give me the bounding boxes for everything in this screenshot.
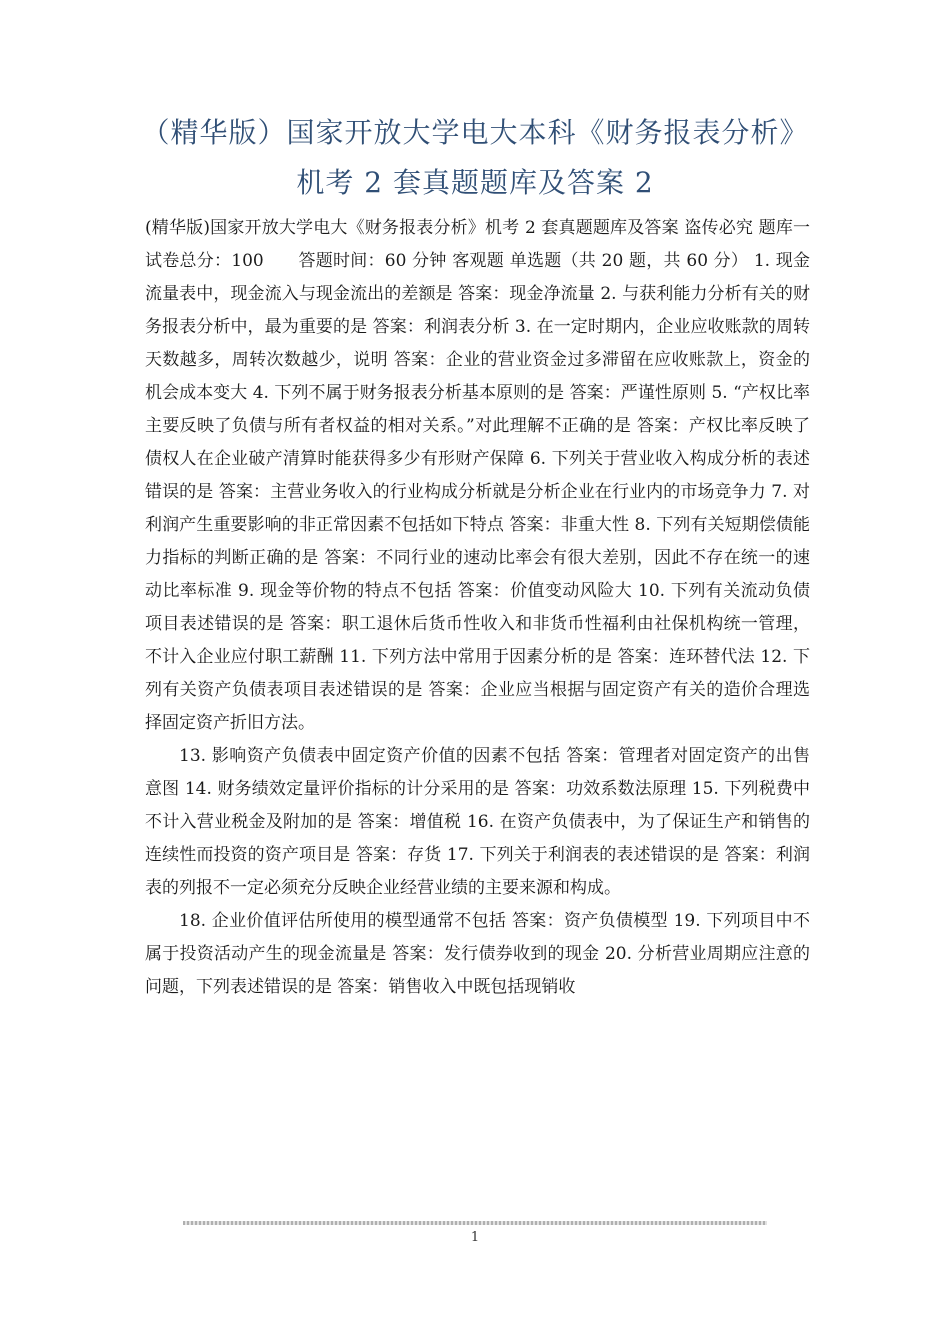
footer-divider [183, 1221, 767, 1225]
body-paragraph-3: 18. 企业价值评估所使用的模型通常不包括 答案：资产负债模型 19. 下列项目中不属于投资活动产生的现金流量是 答案：发行债券收到的现金 20. 分析营业周期应注意的问题，下列表述错误的是 答案：销售收入中既包括现销收 [145, 911, 810, 997]
document-title-line-2: 机考 2 套真题题库及答案 2 [296, 166, 654, 199]
page-number: 1 [470, 1230, 480, 1245]
body-paragraph-2: 13. 影响资产负债表中固定资产价值的因素不包括 答案：管理者对固定资产的出售意图 14. 财务绩效定量评价指标的计分采用的是 答案：功效系数法原理 15. 下列税费中不计入营业税金及附加的是 答案：增值税 16. 在资产负债表中，为了保证生产和销售的连续性而投资的资产项目是 答案：存货 17. 下列关于利润表的表述错误的是 答案：利润表的列报不一定必须充分反映企业经营业绩的主要来源和构成。 [145, 746, 810, 898]
body-paragraph-1: (精华版)国家开放大学电大《财务报表分析》机考 2 套真题题库及答案 盗传必究 题库一 试卷总分：100 答题时间：60 分钟 客观题 单选题（共 20 题，共 60 分） 1. 现金流量表中，现金流入与现金流出的差额是 答案：现金净流量 2. 与获利能力分析有关的财务报表分析中，最为重要的是 答案：利润表分析 3. 在一定时期内，企业应收账款的周转天数越多，周转次数越少，说明 答案：企业的营业资金过多滞留在应收账款上，资金的机会成本变大 4. 下列不属于财务报表分析基本原则的是 答案：严谨性原则 5. “产权比率主要反映了负债与所有者权益的相对关系。”对此理解不正确的是 答案：产权比率反映了债权人在企业破产清算时能获得多少有形财产保障 6. 下列关于营业收入构成分析的表述错误的是 答案：主营业务收入的行业构成分析就是分析企业在行业内的市场竞争力 7. 对利润产生重要影响的非正常因素不包括如下特点 答案：非重大性 8. 下列有关短期偿债能力指标的判断正确的是 答案：不同行业的速动比率会有很大差别，因此不存在统一的速动比率标准 9. 现金等价物的特点不包括 答案：价值变动风险大 10. 下列有关流动负债项目表述错误的是 答案：职工退休后货币性收入和非货币性福利由社保机构统一管理，不计入企业应付职工薪酬 11. 下列方法中常用于因素分析的是 答案：连环替代法 12. 下列有关资产负债表项目表述错误的是 答案：企业应当根据与固定资产有关的造价合理选择固定资产折旧方法。 [145, 218, 810, 733]
document-title-line-1: （精华版）国家开放大学电大本科《财务报表分析》 [141, 116, 809, 149]
document-body [145, 212, 810, 1004]
